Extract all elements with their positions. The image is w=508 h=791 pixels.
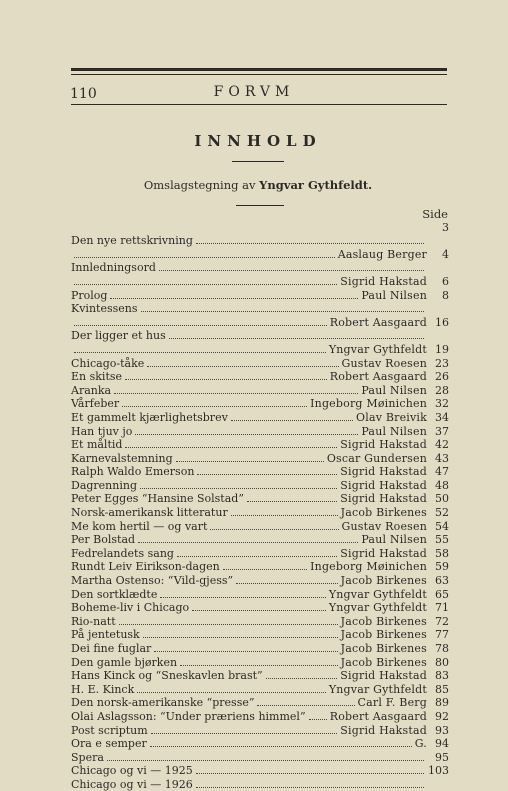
leader-dots [150, 746, 412, 747]
toc-entry-page: 42 [435, 438, 449, 452]
toc-entry [71, 546, 449, 560]
toc-entry-page: 77 [435, 628, 449, 642]
header-rule-top [71, 68, 447, 71]
toc-entry-title: Per Bolstad [71, 533, 136, 547]
leader-dots [309, 719, 327, 720]
toc-entry [71, 451, 449, 465]
toc-entry-author: Aaslaug Berger [337, 247, 427, 261]
toc-entry-page: 26 [435, 370, 449, 384]
toc-entry-title: Aranka [71, 383, 112, 397]
toc-entry-author: Sigrid Hakstad [340, 723, 427, 737]
leader-dots [236, 583, 337, 584]
toc-entry-page: 3 [442, 220, 449, 234]
toc-entry-author: Jacob Birkenes [340, 574, 427, 588]
toc-entry [71, 261, 449, 275]
cover-credit-prefix: Omslagstegning av [143, 178, 256, 192]
header-rule-top-thin [71, 74, 447, 75]
toc-entry-title: Vårfeber [71, 397, 120, 411]
toc-entry-title: En skitse [71, 370, 123, 384]
toc-entry [71, 709, 449, 723]
toc-entry-title: Ora e semper [71, 737, 147, 751]
toc-entry-author: Jacob Birkenes [340, 614, 427, 628]
toc-entry-page: 94 [435, 737, 449, 751]
leader-dots [169, 338, 424, 339]
toc-entry-title: Han tjuv jo [71, 424, 133, 438]
leader-dots [192, 610, 326, 611]
toc-entry [71, 234, 449, 248]
toc-entry-page: 16 [435, 315, 449, 329]
leader-dots [125, 447, 337, 448]
leader-dots [125, 379, 327, 380]
page-title: INNHOLD [194, 132, 322, 150]
leader-dots [257, 705, 354, 706]
toc-entry-page: 103 [428, 764, 449, 778]
toc-entry [71, 696, 449, 710]
toc-entry-page: 55 [435, 533, 449, 547]
toc-entry-title: Martha Ostenso: “Vild-gjess” [71, 574, 234, 588]
toc-entry-title: Innledningsord [71, 261, 156, 275]
toc-entry-author: Gustav Roesen [341, 356, 427, 370]
header-rule-bottom [71, 104, 447, 105]
toc-entry-author: Ingeborg Møinichen [310, 397, 427, 411]
toc-entry [71, 737, 449, 751]
toc-entry [71, 465, 449, 479]
leader-dots [122, 406, 307, 407]
leader-dots [107, 760, 424, 761]
toc-entry-page: 19 [435, 342, 449, 356]
toc-entry [71, 601, 449, 615]
toc-entry-title: Dei fine fuglar [71, 642, 152, 655]
toc-entry [71, 220, 449, 234]
toc-entry-page: 58 [435, 546, 449, 560]
toc-entry-title: Den norsk-amerikanske “presse” [71, 696, 255, 710]
toc-entry-title: Hans Kinck og “Sneskavlen brast” [71, 669, 263, 683]
toc-entry-page: 83 [435, 669, 449, 683]
leader-dots [197, 474, 337, 475]
leader-dots [196, 243, 424, 244]
toc-entry [71, 383, 449, 397]
toc-entry-author: Oscar Gundersen [326, 451, 427, 465]
toc-entry-title: Prolog [71, 288, 108, 302]
toc-entry-title: På jentetusk [71, 628, 140, 642]
toc-entry [71, 342, 449, 356]
toc-entry-author: Robert Aasgaard [329, 709, 427, 723]
toc-entry-title: Post scriptum [71, 723, 148, 737]
toc-entry-page: 50 [435, 492, 449, 506]
toc-entry-page: 4 [442, 247, 449, 261]
toc-entry [71, 356, 449, 370]
toc-entry-author: Paul Nilsen [361, 288, 427, 302]
toc-entry-author: Olav Breivik [356, 410, 427, 424]
toc-entry [71, 682, 449, 696]
toc-entry-page: 65 [435, 587, 449, 601]
toc-entry-title: Peter Egges “Hansine Solstad” [71, 492, 244, 506]
toc-entry-author: Yngvar Gythfeldt [328, 342, 427, 356]
running-head: FORVM [213, 84, 295, 100]
toc-entry [71, 669, 449, 683]
title-divider [232, 161, 284, 162]
cover-credit [0, 178, 508, 192]
toc-entry [71, 315, 449, 329]
leader-dots [210, 529, 338, 530]
toc-entry-page: 37 [435, 424, 449, 438]
leader-dots [196, 773, 424, 774]
toc-entry [71, 329, 449, 343]
credit-divider [236, 205, 284, 206]
toc-entry-author: Ingeborg Møinichen [310, 560, 427, 574]
toc-entry-title: Karnevalstemning [71, 451, 173, 465]
toc-entry-author: Sigrid Hakstad [340, 274, 427, 288]
leader-dots [147, 366, 338, 367]
toc-entry [71, 288, 449, 302]
leader-dots [231, 515, 338, 516]
leader-dots [135, 434, 358, 435]
toc-entry-title: Dagrenning [71, 478, 137, 492]
toc-entry-title: H. E. Kinck [71, 682, 135, 696]
toc-entry-page: 23 [435, 356, 449, 370]
toc-entry-page: 59 [435, 560, 449, 574]
leader-dots [74, 257, 335, 258]
toc-entry-title: Olai Aslagsson: “Under præriens himmel” [71, 709, 306, 723]
toc-entry-page: 34 [435, 410, 449, 424]
toc-entry-title: Et gammelt kjærlighetsbrev [71, 410, 228, 424]
toc-entry-title: Chicago-tåke [71, 356, 145, 370]
leader-dots [159, 270, 424, 271]
toc-entry-page: 80 [435, 655, 449, 669]
toc-entry [71, 723, 449, 737]
leader-dots [114, 393, 358, 394]
toc-entry-title: Norsk-amerikansk litteratur [71, 506, 228, 520]
toc-entry-title: Me kom hertil — og vart [71, 519, 208, 533]
toc-entry [71, 410, 449, 424]
leader-dots [176, 461, 324, 462]
toc-entry [71, 438, 449, 452]
toc-entry [71, 370, 449, 384]
toc-entry-page: 71 [435, 601, 449, 615]
toc-entry-author: Paul Nilsen [361, 533, 427, 547]
toc-entry-author: Jacob Birkenes [340, 655, 427, 669]
toc-entry-author: Jacob Birkenes [340, 628, 427, 642]
leader-dots [137, 692, 326, 693]
leader-dots [74, 325, 327, 326]
toc-entry-page: 89 [435, 696, 449, 710]
toc-entry-title: Et måltid [71, 438, 123, 452]
leader-dots [110, 298, 358, 299]
side-column-label: Side [422, 207, 448, 221]
leader-dots [74, 284, 337, 285]
leader-dots [138, 542, 358, 543]
toc-entry-title: Rundt Leiv Eirikson-dagen [71, 560, 220, 574]
leader-dots [160, 597, 325, 598]
toc-entry-title: Den sortklædte [71, 587, 158, 601]
table-of-contents [71, 220, 449, 791]
toc-entry-title: Ralph Waldo Emerson [71, 465, 195, 479]
toc-entry-page: 8 [442, 288, 449, 302]
toc-entry [71, 247, 449, 261]
toc-entry-page: 47 [435, 465, 449, 479]
toc-entry-author: Sigrid Hakstad [340, 492, 427, 506]
toc-entry-author: Yngvar Gythfeldt [328, 682, 427, 696]
leader-dots [177, 556, 337, 557]
page-number: 110 [70, 86, 97, 102]
toc-entry [71, 302, 449, 316]
toc-entry [71, 587, 449, 601]
toc-entry-author: Yngvar Gythfeldt [328, 601, 427, 615]
toc-entry [71, 614, 449, 628]
toc-entry-title: Fedrelandets sang [71, 546, 174, 560]
leader-dots [151, 733, 338, 734]
toc-entry-author: Sigrid Hakstad [340, 669, 427, 683]
toc-entry [71, 655, 449, 669]
toc-entry-title: Chicago og vi — 1925 [71, 764, 193, 778]
toc-entry-title: Den gamle bjørken [71, 655, 178, 669]
toc-entry-page: 32 [435, 397, 449, 411]
toc-entry [71, 560, 449, 574]
cover-credit-artist: Yngvar Gythfeldt. [259, 178, 373, 192]
toc-entry-title: Den nye rettskrivning [71, 234, 193, 248]
toc-entry-author: Sigrid Hakstad [340, 465, 427, 479]
toc-entry-author: G. [414, 737, 427, 751]
toc-entry-page: 95 [435, 750, 449, 764]
leader-dots [266, 678, 338, 679]
toc-entry [71, 777, 449, 791]
toc-entry-page: 92 [435, 709, 449, 723]
toc-entry [71, 519, 449, 533]
leader-dots [74, 352, 326, 353]
toc-entry-author: Paul Nilsen [361, 383, 427, 397]
toc-entry-author: Robert Aasgaard [329, 370, 427, 384]
toc-entry-author: Jacob Birkenes [340, 506, 427, 520]
toc-entry-author: Carl F. Berg [357, 696, 427, 710]
leader-dots [247, 501, 337, 502]
toc-entry-page: 78 [435, 642, 449, 655]
leader-dots [231, 420, 353, 421]
toc-entry-author: Jacob Birkenes [340, 642, 427, 655]
toc-entry [71, 533, 449, 547]
toc-entry [71, 573, 449, 587]
leader-dots [180, 665, 338, 666]
toc-entry-page: 6 [442, 274, 449, 288]
toc-entry [71, 764, 449, 778]
toc-entry-page: 52 [435, 506, 449, 520]
toc-entry-title: Kvintessens [71, 302, 138, 316]
toc-entry-page: 28 [435, 383, 449, 397]
toc-entry-page: 72 [435, 614, 449, 628]
toc-entry [71, 641, 449, 655]
toc-entry [71, 750, 449, 764]
toc-entry-page: 63 [435, 574, 449, 588]
toc-entry [71, 505, 449, 519]
toc-entry-page: 48 [435, 478, 449, 492]
leader-dots [196, 787, 424, 788]
toc-entry-author: Robert Aasgaard [329, 315, 427, 329]
leader-dots [223, 569, 307, 570]
toc-entry-author: Sigrid Hakstad [340, 478, 427, 492]
leader-dots [140, 488, 337, 489]
toc-entry [71, 397, 449, 411]
toc-entry-title: Boheme-liv i Chicago [71, 601, 190, 615]
toc-entry-author: Sigrid Hakstad [340, 438, 427, 452]
toc-entry-title: Chicago og vi — 1926 [71, 777, 193, 791]
toc-entry [71, 424, 449, 438]
toc-entry-author: Yngvar Gythfeldt [328, 587, 427, 601]
toc-entry-author: Sigrid Hakstad [340, 546, 427, 560]
leader-dots [119, 624, 338, 625]
toc-entry-title: Rio-natt [71, 614, 116, 628]
toc-entry-title: Spera [71, 750, 104, 764]
leader-dots [154, 651, 337, 652]
toc-entry-title: Der ligger et hus [71, 329, 166, 343]
toc-entry [71, 628, 449, 642]
leader-dots [143, 637, 338, 638]
toc-entry [71, 274, 449, 288]
toc-entry-author: Paul Nilsen [361, 424, 427, 438]
toc-entry-page: 93 [435, 723, 449, 737]
toc-entry-author: Gustav Roesen [341, 519, 427, 533]
toc-entry [71, 492, 449, 506]
toc-entry [71, 478, 449, 492]
leader-dots [141, 311, 425, 312]
toc-entry-page: 54 [435, 519, 449, 533]
toc-entry-page: 43 [435, 451, 449, 465]
toc-entry-page: 85 [435, 682, 449, 696]
